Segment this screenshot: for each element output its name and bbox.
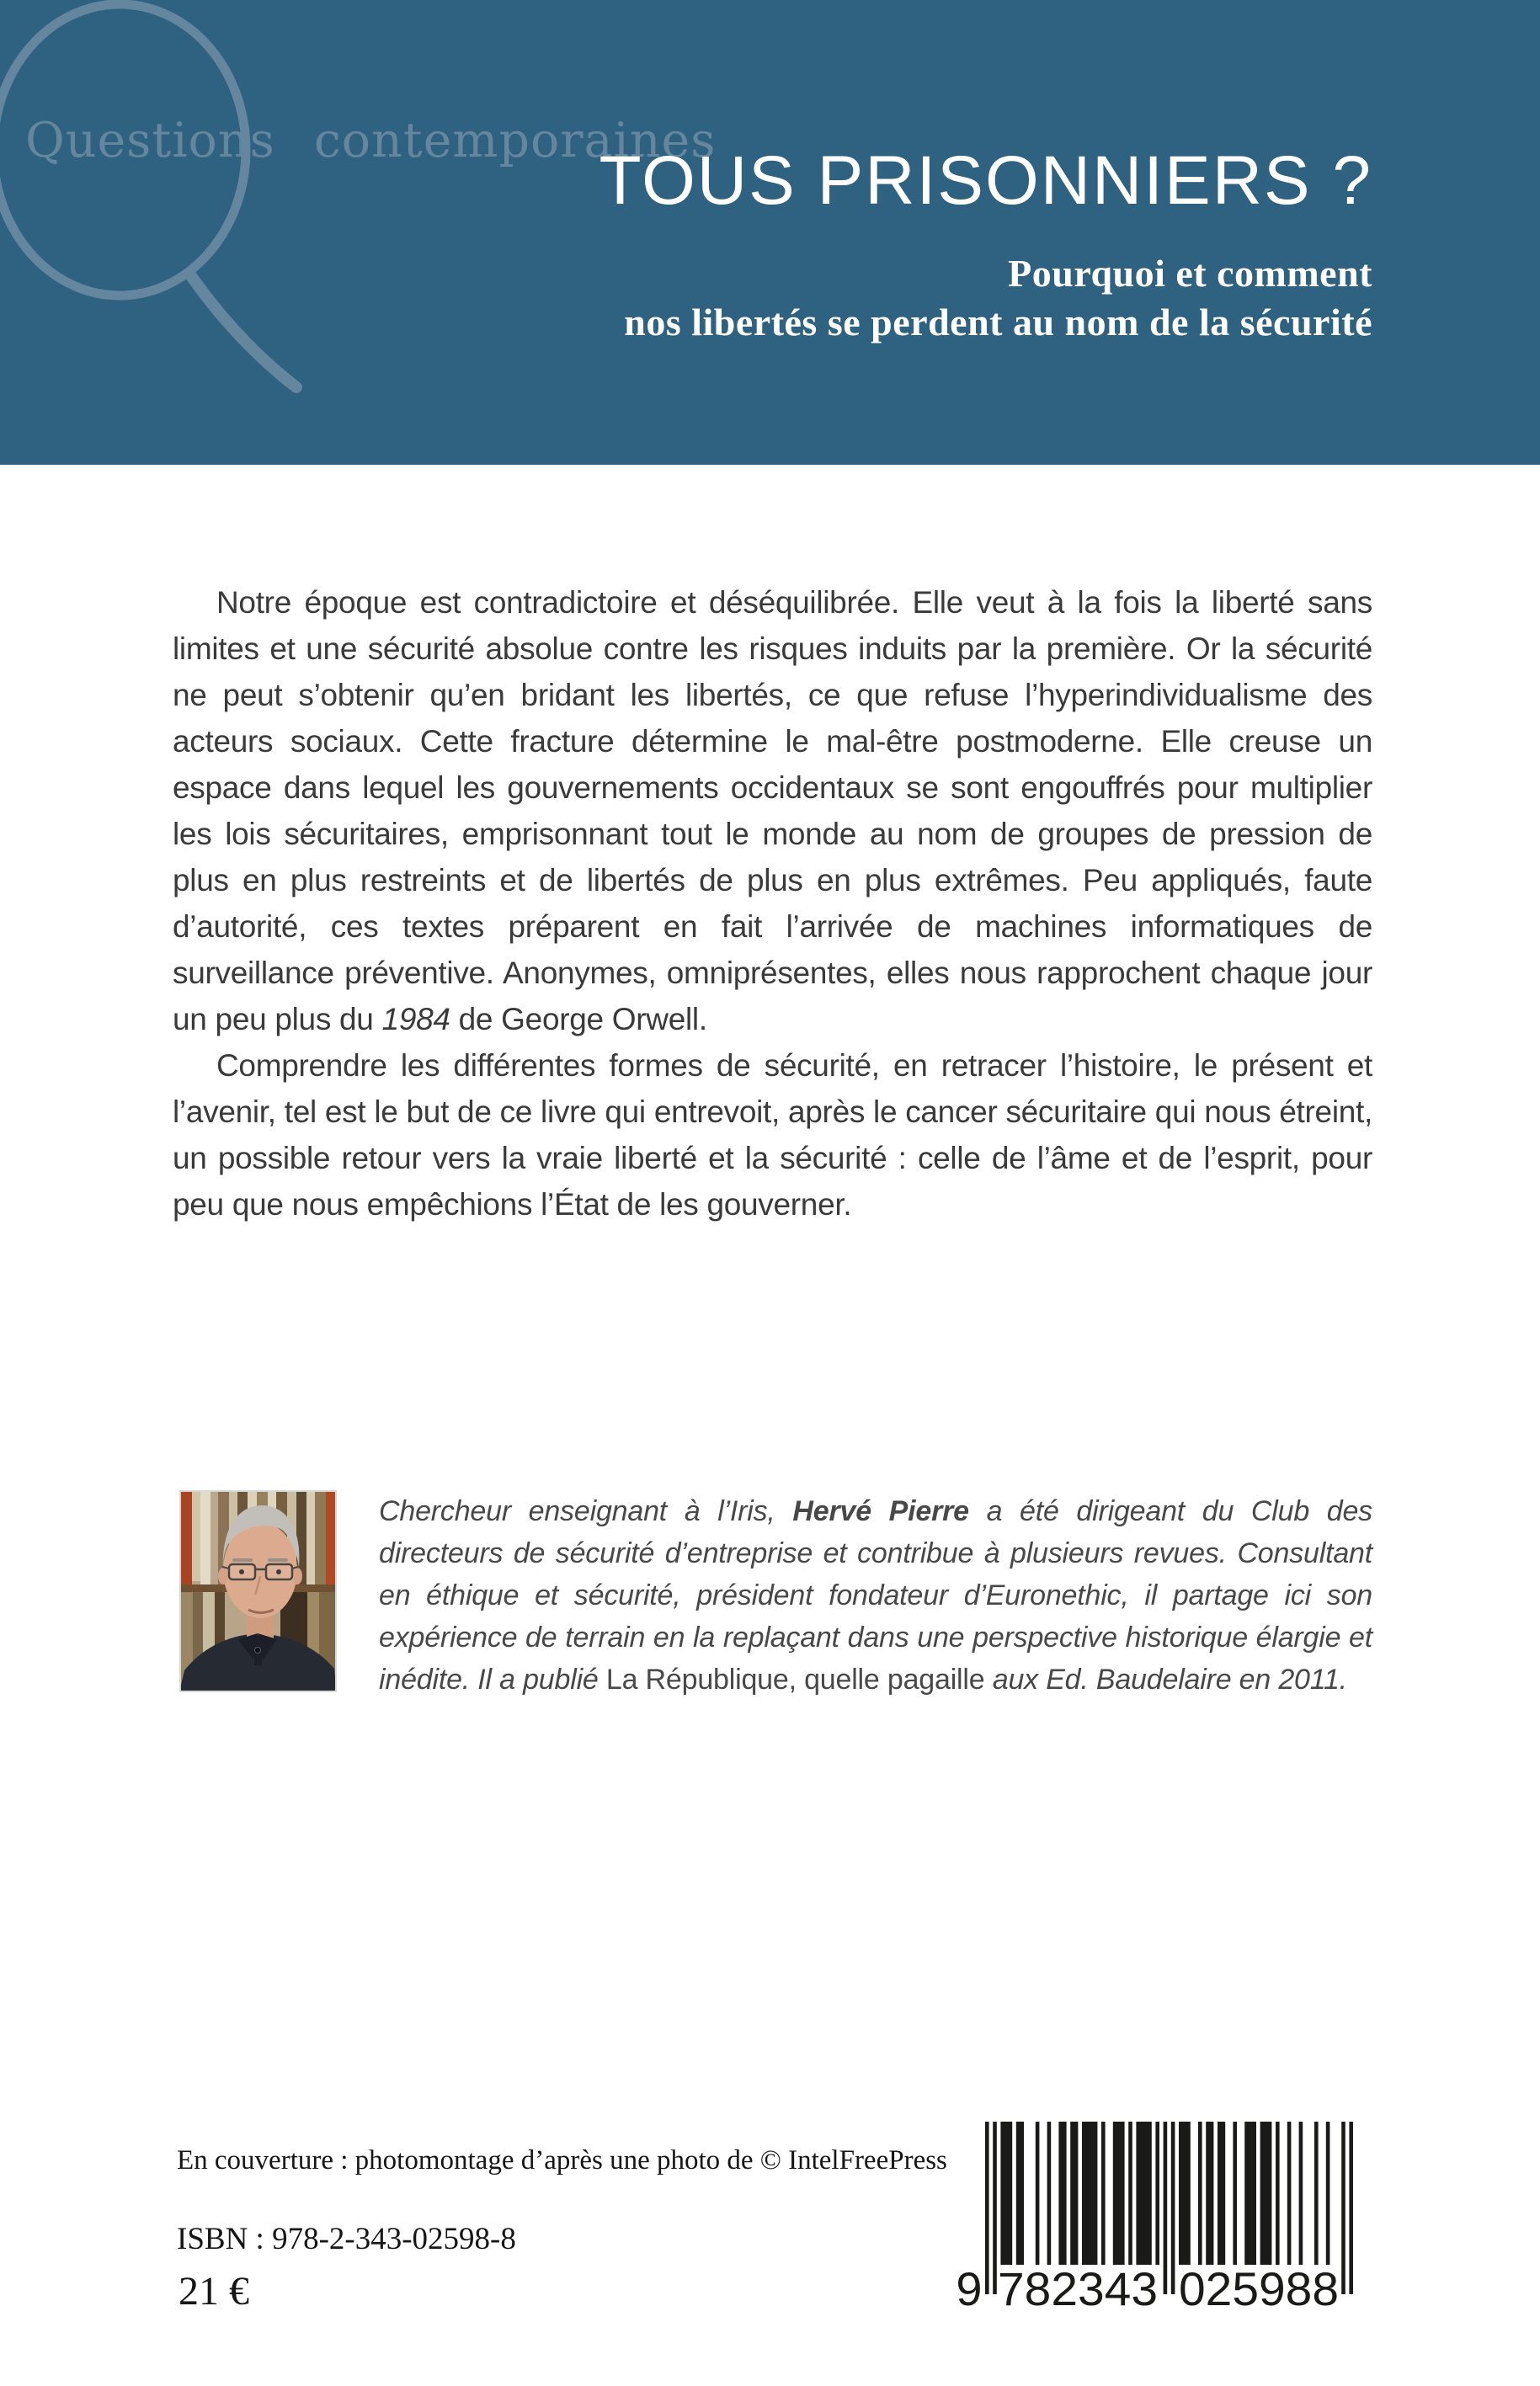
cover-credit: En couverture : photomontage d’après une photo de © IntelFreePress bbox=[177, 2145, 947, 2176]
price: 21 € bbox=[179, 2269, 249, 2314]
book-title: TOUS PRISONNIERS ? bbox=[599, 142, 1372, 219]
book-subtitle bbox=[624, 249, 1372, 347]
synopsis bbox=[173, 579, 1372, 1228]
subtitle-line-1: Pourquoi et comment bbox=[1008, 252, 1372, 295]
author-photo bbox=[179, 1490, 337, 1692]
isbn: ISBN : 978-2-343-02598-8 bbox=[177, 2222, 516, 2256]
collection-word-1: Questions bbox=[25, 113, 275, 168]
collection-word-2: contemporaines bbox=[313, 113, 717, 168]
collection-q-icon bbox=[0, 0, 522, 465]
barcode-digits-group2: 025988 bbox=[1179, 2262, 1339, 2315]
synopsis-paragraph-1: Notre époque est contradictoire et déséquilibrée. Elle veut à la fois la liberté sans limites et une sécurité absolue contre les risques induits par la première. Or la sécurité ne peut s’obtenir qu’en bridant les libertés, ce que refuse l’hyperindividualisme des acteurs sociaux. Cette fracture détermine le mal-être postmoderne. Elle creuse un espace dans lequel les gouvernements occidentaux se sont engouffrés pour multiplier les lois sécuritaires, emprisonnant tout le monde au nom de groupes de pression de plus en plus restreints et de libertés de plus en plus extrêmes. Peu appliqués, faute d’autorité, ces textes préparent en fait l’arrivée de machines informatiques de surveillance préventive. Anonymes, omniprésentes, elles nous rapprochent chaque jour un peu plus du 1984 de George Orwell. bbox=[173, 585, 1372, 1036]
ean13-barcode bbox=[956, 2122, 1377, 2328]
barcode-digits-group1: 782343 bbox=[998, 2262, 1158, 2315]
subtitle-line-2: nos libertés se perdent au nom de la sécurité bbox=[624, 301, 1372, 344]
banner bbox=[0, 0, 1540, 465]
barcode-digit-left: 9 bbox=[956, 2262, 983, 2315]
author-bio: Chercheur enseignant à l’Iris, Hervé Pierre a été dirigeant du Club des directeurs de sécurité d’entreprise et contribue à plusieurs revues. Consultant en éthique et sécurité, président fondateur d’Euronethic, il partage ici son expérience de terrain en la replaçant dans une perspective historique élargie et inédite. Il a publié La République, quelle pagaille aux Ed. Baudelaire en 2011. bbox=[379, 1495, 1372, 1696]
synopsis-paragraph-2: Comprendre les différentes formes de sécurité, en retracer l’histoire, le présent et l’avenir, tel est le but de ce livre qui entrevoit, après le cancer sécuritaire qui nous étreint, un possible retour vers la vraie liberté et la sécurité : celle de l’âme et de l’esprit, pour peu que nous empêchions l’État de les gouverner. bbox=[173, 1048, 1372, 1222]
